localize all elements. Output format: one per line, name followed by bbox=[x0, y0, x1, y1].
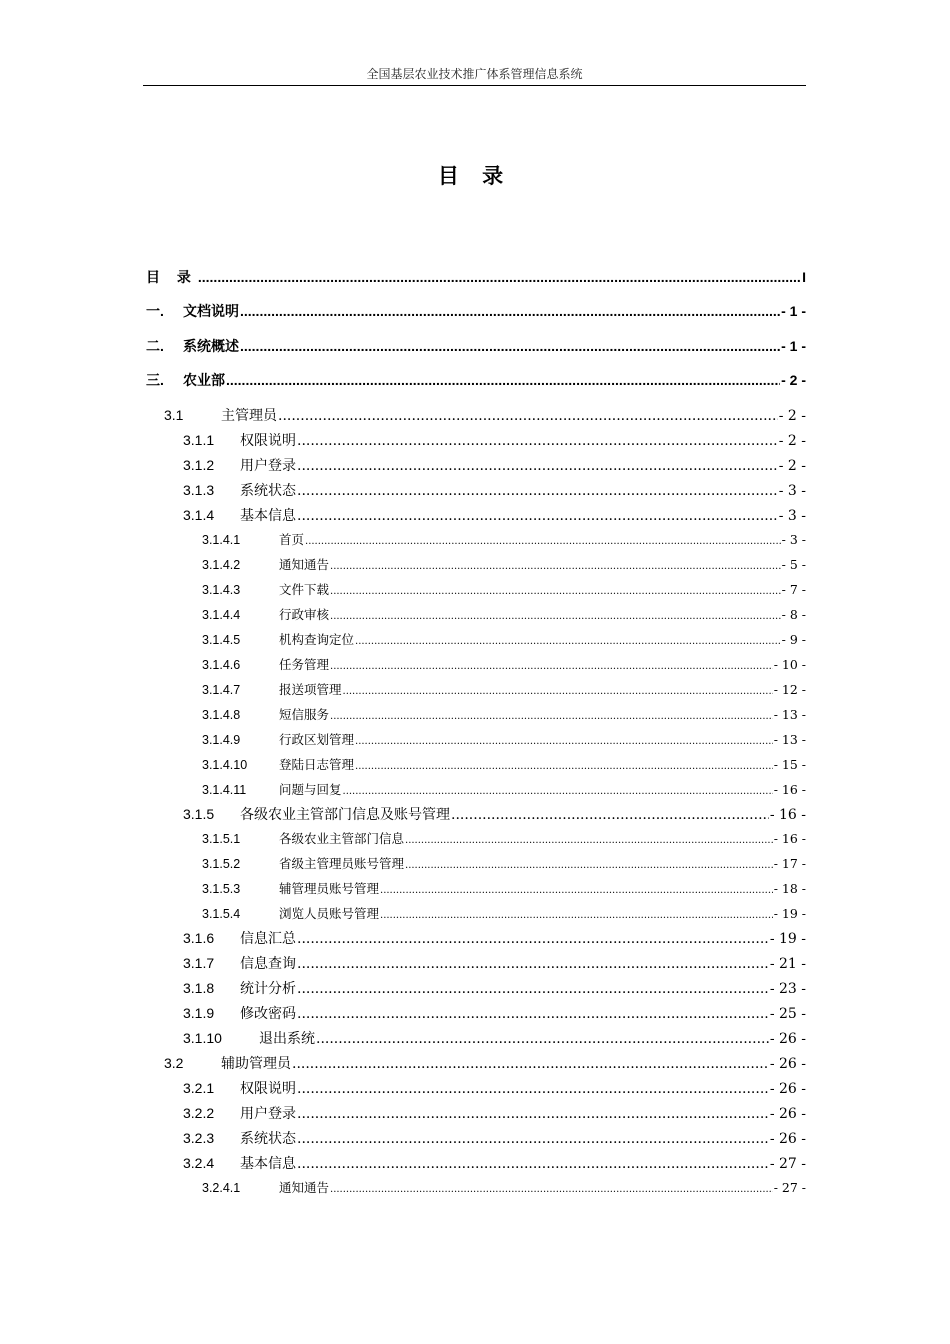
toc-page: - 1 - bbox=[781, 303, 806, 319]
toc-page: - 2 - bbox=[778, 433, 806, 449]
toc-leader bbox=[297, 1106, 769, 1122]
toc-entry[interactable] bbox=[183, 804, 806, 824]
toc-number: 3.1.4.9 bbox=[202, 733, 241, 747]
toc-leader bbox=[380, 885, 773, 896]
toc-entry[interactable] bbox=[202, 680, 806, 700]
toc-leader bbox=[343, 686, 773, 697]
toc-entry[interactable] bbox=[202, 780, 806, 800]
toc-title: 修改密码 bbox=[240, 1006, 296, 1022]
toc-title: 退出系统 bbox=[259, 1031, 315, 1047]
toc-entry[interactable] bbox=[183, 1153, 806, 1173]
toc-title: 用户登录 bbox=[240, 458, 296, 474]
toc-entry[interactable] bbox=[202, 530, 806, 550]
toc-title: 文档说明 bbox=[183, 304, 239, 320]
toc-title: 省级主管理员账号管理 bbox=[279, 856, 405, 871]
toc-entry[interactable] bbox=[164, 405, 806, 425]
toc-number: 三. bbox=[146, 372, 164, 388]
toc-leader bbox=[451, 807, 769, 823]
toc-page: - 23 - bbox=[769, 981, 806, 997]
toc-title: 通知通告 bbox=[279, 557, 330, 572]
toc-leader bbox=[330, 1184, 773, 1195]
toc-title: 登陆日志管理 bbox=[279, 757, 355, 772]
toc-entry[interactable] bbox=[183, 1003, 806, 1023]
toc-entry[interactable] bbox=[183, 505, 806, 525]
toc-page: - 3 - bbox=[778, 483, 806, 499]
toc-title: 系统概述 bbox=[183, 339, 239, 355]
toc-title: 用户登录 bbox=[240, 1106, 296, 1122]
toc-title: 机构查询定位 bbox=[279, 632, 355, 647]
toc-entry[interactable] bbox=[183, 928, 806, 948]
toc-page: - 18 - bbox=[773, 881, 806, 896]
toc-number: 3.2.3 bbox=[183, 1130, 215, 1146]
toc-page: - 15 - bbox=[773, 757, 806, 772]
toc-title: 行政审核 bbox=[279, 607, 330, 622]
toc-leader bbox=[297, 956, 769, 972]
toc-page: - 13 - bbox=[773, 732, 806, 747]
toc-entry[interactable] bbox=[202, 1178, 806, 1198]
toc-page: - 26 - bbox=[769, 1106, 806, 1122]
toc-title: 系统状态 bbox=[240, 1131, 296, 1147]
toc-entry[interactable] bbox=[202, 630, 806, 650]
toc-number: 3.1.5.1 bbox=[202, 832, 241, 846]
toc-page: - 2 - bbox=[778, 408, 806, 424]
toc-title: 各级农业主管部门信息及账号管理 bbox=[240, 807, 450, 823]
toc-entry[interactable] bbox=[146, 336, 806, 356]
toc-page: I bbox=[802, 269, 806, 285]
toc-title: 辅助管理员 bbox=[221, 1056, 291, 1072]
toc-number: 3.1.4.5 bbox=[202, 633, 241, 647]
toc-leader bbox=[297, 1006, 769, 1022]
toc-title: 各级农业主管部门信息 bbox=[279, 831, 405, 846]
toc-number: 3.1.4 bbox=[183, 507, 215, 523]
toc-title: 基本信息 bbox=[240, 1156, 296, 1172]
toc-title: 权限说明 bbox=[240, 433, 296, 449]
toc-page: - 21 - bbox=[769, 956, 806, 972]
toc-leader bbox=[240, 338, 780, 354]
toc-leader bbox=[240, 303, 780, 319]
toc-leader bbox=[330, 586, 781, 597]
toc-number: 3.1.9 bbox=[183, 1005, 215, 1021]
toc-page: - 8 - bbox=[781, 607, 806, 622]
toc-page: - 26 - bbox=[769, 1031, 806, 1047]
toc-entry[interactable] bbox=[202, 904, 806, 924]
toc-leader bbox=[297, 981, 769, 997]
toc-title: 系统状态 bbox=[240, 483, 296, 499]
toc-entry[interactable] bbox=[202, 705, 806, 725]
toc-leader bbox=[198, 269, 801, 285]
toc-page: - 1 - bbox=[781, 338, 806, 354]
toc-number: 3.1.4.6 bbox=[202, 658, 241, 672]
toc-title: 权限说明 bbox=[240, 1081, 296, 1097]
toc-leader bbox=[380, 910, 773, 921]
toc-leader bbox=[330, 661, 773, 672]
toc-leader bbox=[297, 458, 778, 474]
toc-leader bbox=[355, 761, 773, 772]
toc-number: 3.1.5.3 bbox=[202, 882, 241, 896]
toc-leader bbox=[330, 561, 781, 572]
toc-leader bbox=[316, 1031, 769, 1047]
toc-number: 3.1.8 bbox=[183, 980, 215, 996]
toc-number: 3.1.3 bbox=[183, 482, 215, 498]
toc-leader bbox=[330, 611, 781, 622]
toc-number: 3.1.2 bbox=[183, 457, 215, 473]
toc-entry[interactable] bbox=[183, 978, 806, 998]
toc-page: - 26 - bbox=[769, 1131, 806, 1147]
toc-number: 3.1.1 bbox=[183, 432, 215, 448]
toc-title: 主管理员 bbox=[221, 408, 277, 424]
toc-number: 3.1.4.2 bbox=[202, 558, 241, 572]
toc-number: 3.1.4.10 bbox=[202, 758, 248, 772]
toc-title: 首页 bbox=[279, 532, 305, 547]
toc-entry[interactable] bbox=[202, 854, 806, 874]
toc-entry[interactable] bbox=[164, 1053, 806, 1073]
toc-page: - 3 - bbox=[781, 532, 806, 547]
toc-entry[interactable] bbox=[202, 655, 806, 675]
page-title: 目 录 bbox=[437, 164, 512, 188]
toc-page: - 26 - bbox=[769, 1056, 806, 1072]
toc-entry[interactable] bbox=[202, 730, 806, 750]
toc-entry[interactable] bbox=[183, 1078, 806, 1098]
toc-title: 通知通告 bbox=[279, 1180, 330, 1195]
toc-entry[interactable] bbox=[202, 879, 806, 899]
toc-number: 3.2.4 bbox=[183, 1155, 215, 1171]
toc-leader bbox=[226, 372, 780, 388]
toc-page: - 13 - bbox=[773, 707, 806, 722]
toc-entry[interactable] bbox=[202, 829, 806, 849]
toc-entry[interactable] bbox=[183, 480, 806, 500]
toc-page: - 2 - bbox=[778, 458, 806, 474]
toc-number: 3.1.4.1 bbox=[202, 533, 241, 547]
toc-number: 3.1.7 bbox=[183, 955, 215, 971]
toc-leader bbox=[278, 408, 778, 424]
toc-page: - 2 - bbox=[781, 372, 806, 388]
toc-page: - 7 - bbox=[781, 582, 806, 597]
toc-number: 3.1.4.3 bbox=[202, 583, 241, 597]
toc-page: - 27 - bbox=[769, 1156, 806, 1172]
toc-entry[interactable] bbox=[183, 953, 806, 973]
toc-number: 3.2.4.1 bbox=[202, 1181, 241, 1195]
toc-entry[interactable] bbox=[183, 430, 806, 450]
toc-entry[interactable] bbox=[183, 1028, 806, 1048]
toc-title: 任务管理 bbox=[279, 657, 330, 672]
toc-leader bbox=[297, 483, 778, 499]
toc-number: 二. bbox=[146, 338, 164, 354]
toc-leader bbox=[405, 835, 773, 846]
toc-entry[interactable] bbox=[146, 370, 806, 390]
toc-leader bbox=[343, 786, 773, 797]
toc-entry[interactable] bbox=[183, 455, 806, 475]
toc-leader bbox=[297, 1131, 769, 1147]
toc-title: 报送项管理 bbox=[279, 682, 342, 697]
toc-title: 基本信息 bbox=[240, 508, 296, 524]
toc-entry[interactable] bbox=[202, 580, 806, 600]
toc-page: - 16 - bbox=[773, 831, 806, 846]
toc-title: 短信服务 bbox=[279, 707, 330, 722]
toc-title: 农业部 bbox=[183, 373, 225, 389]
toc-leader bbox=[297, 433, 778, 449]
toc-leader bbox=[297, 1156, 769, 1172]
toc-number: 3.2.1 bbox=[183, 1080, 215, 1096]
toc-number: 一. bbox=[146, 303, 164, 319]
toc-page: - 3 - bbox=[778, 508, 806, 524]
toc-page: - 10 - bbox=[773, 657, 806, 672]
toc-entry[interactable] bbox=[183, 1103, 806, 1123]
toc-title: 文件下载 bbox=[279, 582, 330, 597]
toc-title: 辅管理员账号管理 bbox=[279, 881, 380, 896]
toc-page: - 17 - bbox=[773, 856, 806, 871]
toc-entry[interactable] bbox=[146, 301, 806, 321]
toc-title: 统计分析 bbox=[240, 981, 296, 997]
toc-page: - 19 - bbox=[769, 931, 806, 947]
toc-page: - 12 - bbox=[773, 682, 806, 697]
header-rule bbox=[143, 85, 806, 86]
toc-title: 问题与回复 bbox=[279, 782, 342, 797]
toc-leader bbox=[297, 1081, 769, 1097]
toc-leader bbox=[355, 736, 773, 747]
toc-leader bbox=[292, 1056, 769, 1072]
toc-page: - 27 - bbox=[773, 1180, 806, 1195]
toc-number: 3.1.6 bbox=[183, 930, 215, 946]
toc-page: - 25 - bbox=[769, 1006, 806, 1022]
toc-title: 信息汇总 bbox=[240, 931, 296, 947]
toc-number: 3.1.4.8 bbox=[202, 708, 241, 722]
toc-entry[interactable] bbox=[146, 267, 806, 287]
toc-number: 3.1.5 bbox=[183, 806, 215, 822]
toc-number: 3.1.4.4 bbox=[202, 608, 241, 622]
toc-number: 3.1.10 bbox=[183, 1030, 222, 1046]
toc-entry[interactable] bbox=[183, 1128, 806, 1148]
toc-number: 3.1.5.4 bbox=[202, 907, 241, 921]
toc-entry[interactable] bbox=[202, 605, 806, 625]
toc-number: 3.1.4.11 bbox=[202, 783, 247, 797]
toc-title: 行政区划管理 bbox=[279, 732, 355, 747]
toc-leader bbox=[305, 536, 781, 547]
toc-number: 3.1.5.2 bbox=[202, 857, 241, 871]
toc-title: 浏览人员账号管理 bbox=[279, 906, 380, 921]
toc-page: - 16 - bbox=[769, 807, 806, 823]
toc-page: - 19 - bbox=[773, 906, 806, 921]
toc-leader bbox=[355, 636, 781, 647]
toc-title: 目 录 bbox=[146, 270, 197, 286]
toc-leader bbox=[330, 711, 773, 722]
toc-leader bbox=[297, 931, 769, 947]
toc-number: 3.2.2 bbox=[183, 1105, 215, 1121]
toc-page: - 9 - bbox=[781, 632, 806, 647]
toc-leader bbox=[405, 860, 773, 871]
toc-page: - 26 - bbox=[769, 1081, 806, 1097]
toc-number: 3.1.4.7 bbox=[202, 683, 241, 697]
toc-title: 信息查询 bbox=[240, 956, 296, 972]
toc-entry[interactable] bbox=[202, 755, 806, 775]
toc-entry[interactable] bbox=[202, 555, 806, 575]
toc-number: 3.1 bbox=[164, 407, 184, 423]
toc-page: - 5 - bbox=[781, 557, 806, 572]
toc-leader bbox=[297, 508, 778, 524]
toc-page: - 16 - bbox=[773, 782, 806, 797]
page-header: 全国基层农业技术推广体系管理信息系统 bbox=[366, 67, 583, 81]
toc-number: 3.2 bbox=[164, 1055, 184, 1071]
